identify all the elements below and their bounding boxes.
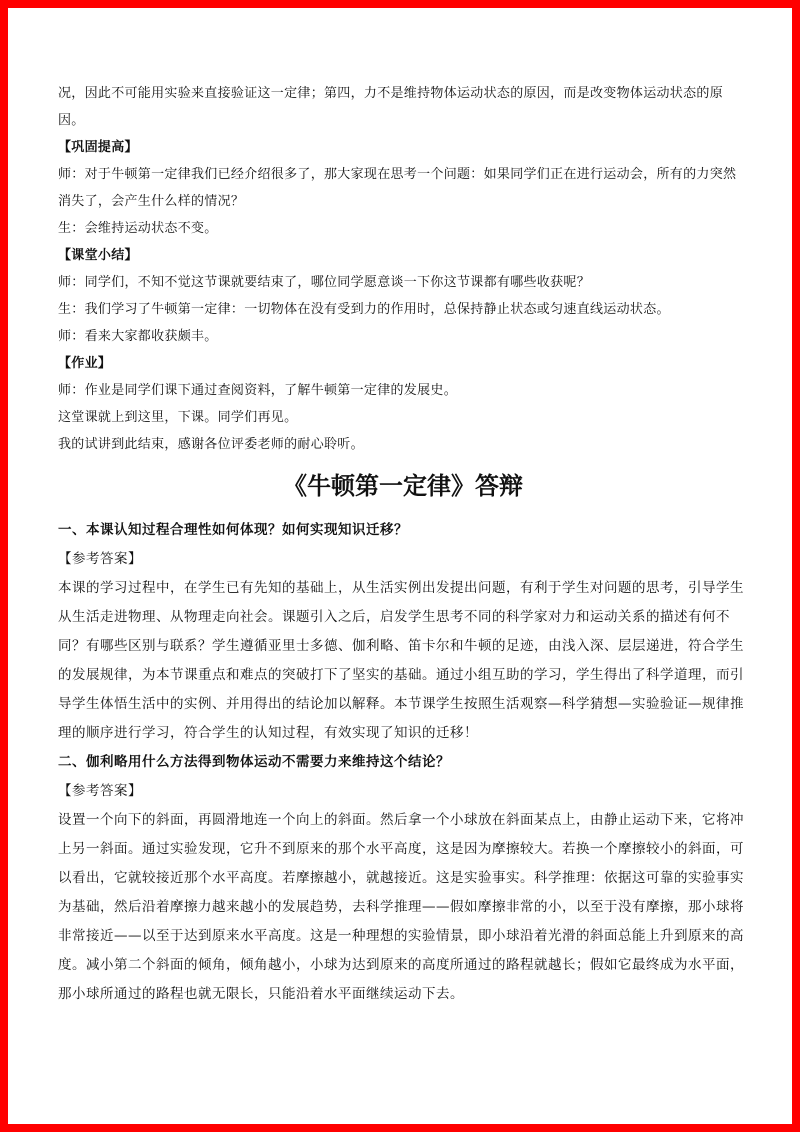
section-heading: 【巩固提高】 xyxy=(58,140,138,155)
paragraph: 生：会维持运动状态不变。 xyxy=(58,221,218,236)
paragraph: 这堂课就上到这里，下课。同学们再见。 xyxy=(58,410,298,425)
paragraph: 师：作业是同学们课下通过查阅资料，了解牛顿第一定律的发展史。 xyxy=(58,383,458,398)
paragraph: 师：对于牛顿第一定律我们已经介绍很多了，那大家现在思考一个问题：如果同学们正在进行运动会，所有的力突然消失了，会产生什么样的情况？ xyxy=(58,167,737,209)
answer-label: 【参考答案】 xyxy=(58,551,142,567)
page-title: 《牛顿第一定律》答辩 xyxy=(283,471,523,500)
section-heading: 【课堂小结】 xyxy=(58,248,138,263)
answer-text: 本课的学习过程中，在学生已有先知的基础上，从生活实例出发提出问题，有利于学生对问题的思考，引导学生从生活走进物理、从物理走向社会。课题引入之后，启发学生思考不同的科学家对力和运动关系的描述有何不同？有哪些区别与联系？学生遵循亚里士多德、伽利略、笛卡尔和牛顿的足迹，由浅入深、层层递进，符合学生的发展规律，为本节课重点和难点的突破打下了坚实的基础。通过小组互助的学习，学生得出了科学道理，而引导学生体悟生活中的实例、并用得出的结论加以解释。本节课学生按照生活观察—科学猜想—实验验证—规律推理的顺序进行学习，符合学生的认知过程，有效实现了知识的迁移！ xyxy=(58,580,744,741)
answer-text: 设置一个向下的斜面，再圆滑地连一个向上的斜面。然后拿一个小球放在斜面某点上，由静止运动下来，它将冲上另一斜面。通过实验发现，它升不到原来的那个水平高度，这是因为摩擦较大。若换一个摩擦较小的斜面，可以看出，它就较接近那个水平高度。若摩擦越小，就越接近。这是实验事实。科学推理：依据这可靠的实验事实为基础，然后沿着摩擦力越来越小的发展趋势，去科学推理——假如摩擦非常的小，以至于没有摩擦，那小球将非常接近——以至于达到原来水平高度。这是一种理想的实验情景，即小球沿着光滑的斜面总能上升到原来的高度。减小第二个斜面的倾角，倾角越小，小球为达到原来的高度所通过的路程就越长；假如它最终成为水平面，那小球所通过的路程也就无限长，只能沿着水平面继续运动下去。 xyxy=(58,812,744,1002)
answer-label: 【参考答案】 xyxy=(58,783,142,799)
paragraph: 生：我们学习了牛顿第一定律：一切物体在没有受到力的作用时，总保持静止状态或匀速直线运动状态。 xyxy=(58,302,670,317)
paragraph: 况，因此不可能用实验来直接验证这一定律；第四，力不是维持物体运动状态的原因，而是改变物体运动状态的原因。 xyxy=(58,86,724,128)
section-heading: 【作业】 xyxy=(58,356,112,371)
paragraph: 师：看来大家都收获颇丰。 xyxy=(58,329,218,344)
question-heading: 二、伽利略用什么方法得到物体运动不需要力来维持这个结论？ xyxy=(58,754,450,770)
document-body xyxy=(58,80,748,1009)
paragraph: 师：同学们，不知不觉这节课就要结束了，哪位同学愿意谈一下你这节课都有哪些收获呢？ xyxy=(58,275,591,290)
question-heading: 一、本课认知过程合理性如何体现？如何实现知识迁移？ xyxy=(58,522,408,538)
paragraph: 我的试讲到此结束，感谢各位评委老师的耐心聆听。 xyxy=(58,437,364,452)
